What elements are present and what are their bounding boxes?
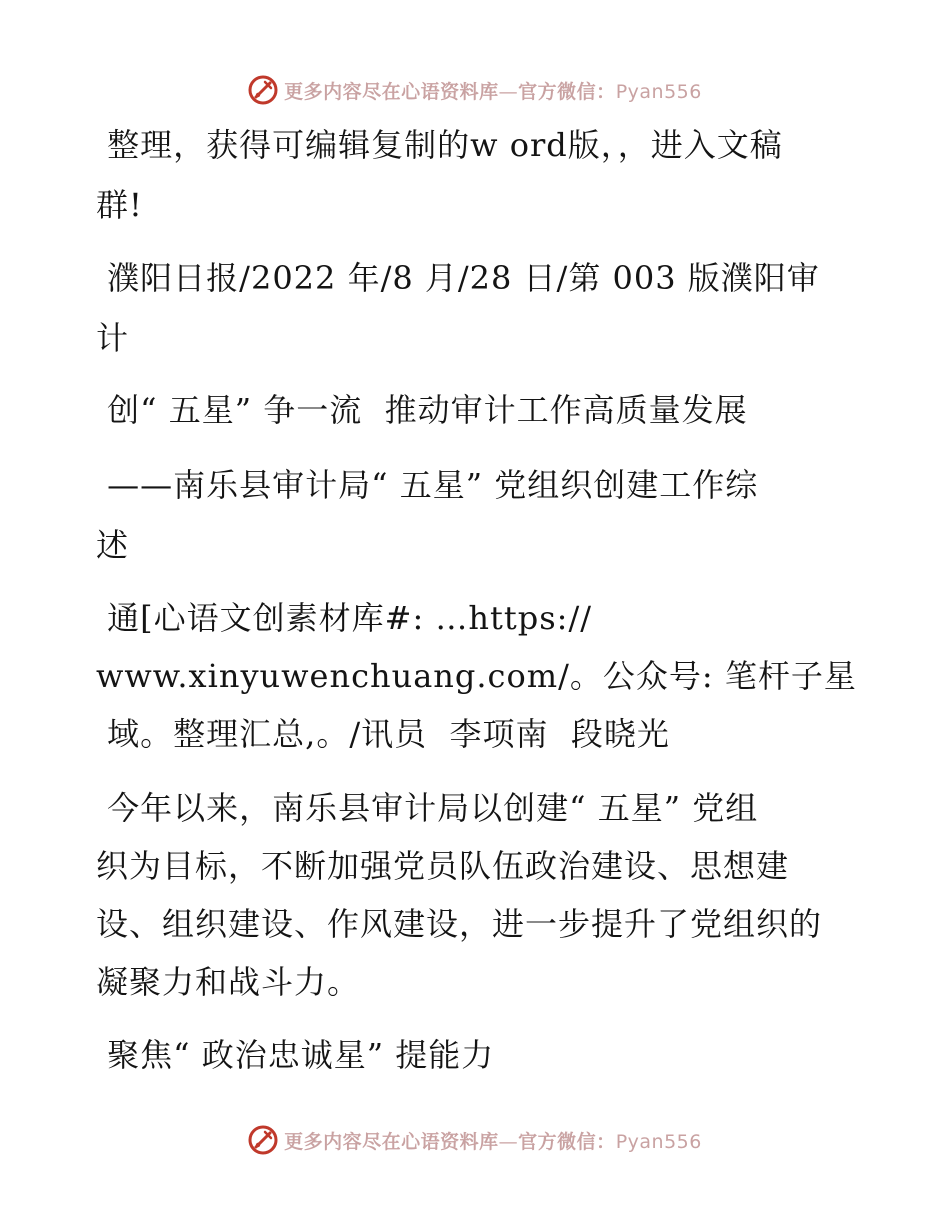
article-title: 创“ 五星” 争一流 推动审计工作高质量发展	[96, 391, 748, 429]
banner-wechat-handle: Pyan556	[615, 80, 702, 103]
section-heading: 聚焦“ 政治忠诚星” 提能力	[96, 1036, 495, 1074]
text-line: 计	[96, 319, 130, 357]
article-subtitle: ——南乐县审计局“ 五星” 党组织创建工作综	[96, 466, 759, 504]
banner-text	[284, 1127, 702, 1154]
text-line: 整理，获得可编辑复制的w ord版，，进入文稿	[96, 126, 783, 164]
banner-wechat-label: 官方微信：	[518, 1130, 616, 1153]
text-line: 今年以来，南乐县审计局以创建“ 五星” 党组	[96, 789, 759, 827]
text-line: 设、组织建设、作风建设，进一步提升了党组织的	[96, 905, 823, 943]
banner-main-text: 更多内容尽在心语资料库	[284, 80, 499, 103]
text-line: 群!	[96, 186, 143, 224]
banner-dash: —	[498, 1130, 519, 1153]
text-line: 通[心语文创素材库#: …https://	[96, 599, 593, 637]
brand-logo-icon	[248, 1125, 278, 1155]
footer-banner	[0, 1120, 950, 1160]
text-line: 濮阳日报/2022 年/8 月/28 日/第 003 版濮阳审	[96, 259, 820, 297]
text-line: 凝聚力和战斗力。	[96, 963, 361, 1001]
text-line: 述	[96, 526, 130, 564]
banner-wechat-label: 官方微信：	[518, 80, 616, 103]
text-line: www.xinyuwenchuang.com/。公众号: 笔杆子星	[96, 657, 857, 695]
banner-wechat-handle: Pyan556	[615, 1130, 702, 1153]
banner-dash: —	[498, 80, 519, 103]
banner-main-text: 更多内容尽在心语资料库	[284, 1130, 499, 1153]
text-line: 域。整理汇总,。/讯员 李项南 段晓光	[96, 715, 670, 753]
text-line: 织为目标，不断加强党员队伍政治建设、思想建	[96, 847, 790, 885]
